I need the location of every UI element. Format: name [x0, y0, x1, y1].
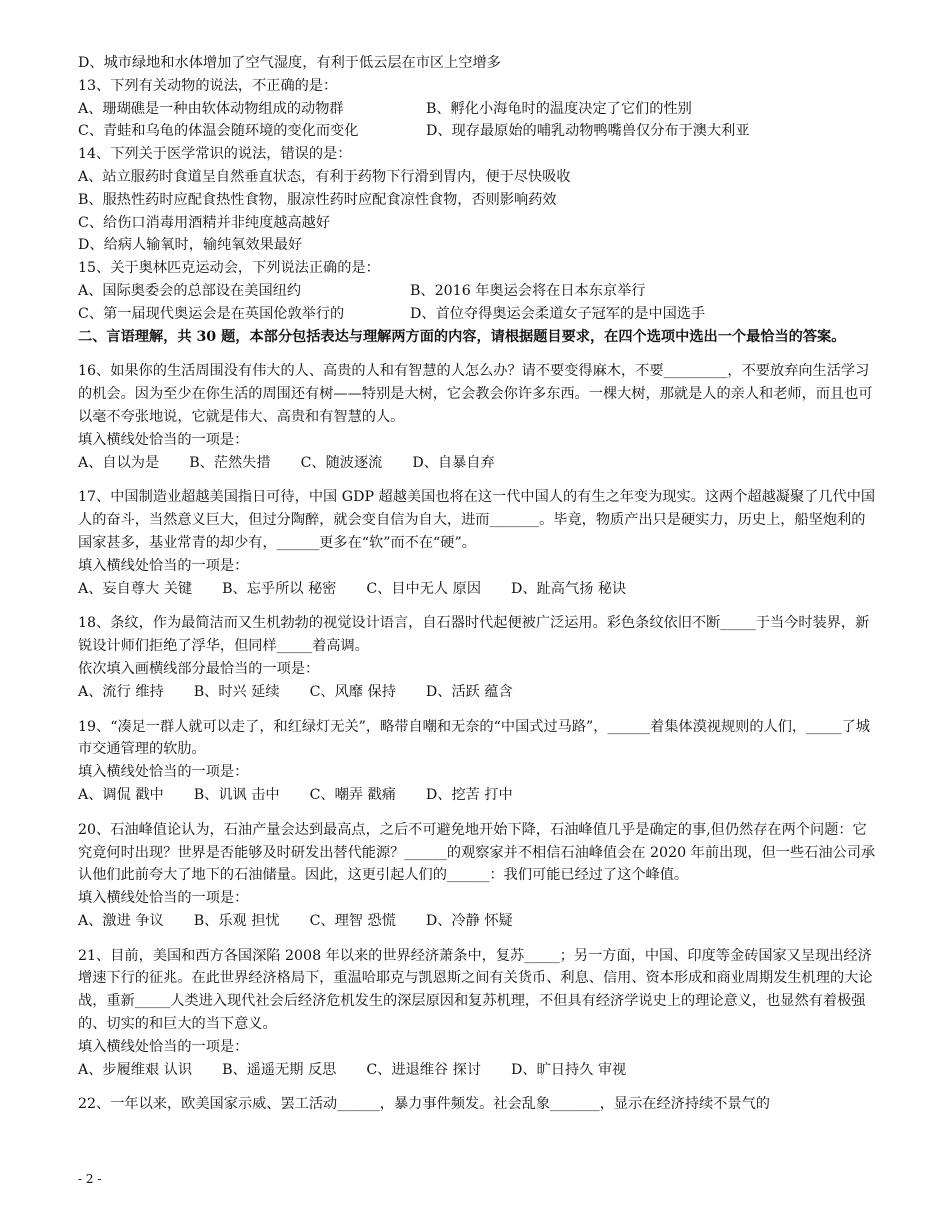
q18-option-d: D、活跃 蕴含 [425, 683, 513, 700]
q13-options-row1 [78, 98, 878, 121]
q18-prompt: 依次填入画横线部分最恰当的一项是： [78, 660, 320, 677]
q15-option-b: B、2016 年奥运会将在日本东京举行 [410, 282, 646, 299]
q20-option-b: B、乐观 担忧 [193, 912, 280, 929]
q20-prompt: 填入横线处恰当的一项是： [78, 890, 249, 907]
q21-prompt: 填入横线处恰当的一项是： [78, 1038, 249, 1055]
q16-stem: 16、如果你的生活周围没有伟大的人、高贵的人和有智慧的人怎么办？请不要变得麻木，不要_________，不要放弃向生活学习的机会。因为至少在你生活的周围还有树——特别是大树，它会教会你许多东西。一棵大树，那就是人的亲人和老师，而且也可以毫不夸张地说，它就是伟大、高贵和有智慧的人。 [78, 363, 873, 425]
q14-stem: 14、下列关于医学常识的说法，错误的是： [78, 146, 352, 163]
q15-options-row1 [78, 280, 878, 303]
q16-option-b: B、茫然失措 [189, 454, 271, 471]
q21-option-b: B、遥遥无期 反思 [222, 1061, 337, 1078]
q15-stem: 15、关于奥林匹克运动会，下列说法正确的是： [78, 260, 380, 277]
q12-option-d: D、城市绿地和水体增加了空气湿度，有利于低云层在市区上空增多 [78, 55, 501, 71]
q13-options-row2 [78, 120, 878, 143]
q18-stem: 18、条纹，作为最简洁而又生机勃勃的视觉设计语言，自石器时代起便被广泛运用。彩色条纹依旧不断_____于当今时装界，新锐设计师们拒绝了浮华，但同样_____着高调。 [78, 615, 870, 655]
q19-option-b: B、讥讽 击中 [193, 786, 280, 803]
q17-prompt: 填入横线处恰当的一项是： [78, 557, 249, 574]
q17-options [78, 578, 878, 601]
q21-stem: 21、目前，美国和西方各国深陷 2008 年以来的世界经济萧条中，复苏_____；另一方面，中国、印度等金砖国家又呈现出经济增速下行的征兆。在此世界经济格局下，重温哈耶克与凯恩斯之间有关货币、利息、信用、资本形成和商业周期发生机理的大论战，重新_____人类进入现代社会后经济危机发生的深层原因和复苏机理，不但具有经济学说史上的理论意义，也显然有着极强的、切实的和巨大的当下意义。 [78, 947, 873, 1033]
q19-option-c: C、嘲弄 戳痛 [309, 786, 396, 803]
q16-option-d: D、自暴自弃 [412, 454, 495, 471]
q15-option-d: D、首位夺得奥运会柔道女子冠军的是中国选手 [410, 305, 706, 322]
q14-option-a: A、站立服药时食道呈自然垂直状态，有利于药物下行滑到胃内，便于尽快吸收 [78, 168, 571, 185]
q14-option-b: B、服热性药时应配食热性食物，服凉性药时应配食凉性食物，否则影响药效 [78, 191, 557, 208]
q20-option-a: A、激进 争议 [78, 912, 164, 929]
q19-options [78, 784, 878, 807]
q17-option-a: A、妄自尊大 关键 [78, 580, 193, 597]
q16-option-a: A、自以为是 [78, 454, 160, 471]
q20-option-d: D、冷静 怀疑 [425, 912, 513, 929]
page-number: - 2 - [78, 1172, 102, 1186]
q21-options [78, 1059, 878, 1082]
q19-stem: 19、“凑足一群人就可以走了，和红绿灯无关”，略带自嘲和无奈的“中国式过马路”，______着集体漠视规则的人们，_____了城市交通管理的软肋。 [78, 718, 870, 758]
q13-option-c: C、青蛙和乌龟的体温会随环境的变化而变化 [78, 123, 359, 140]
q13-stem: 13、下列有关动物的说法，不正确的是： [78, 77, 338, 94]
q17-stem: 17、中国制造业超越美国指日可待，中国 GDP 超越美国也将在这一代中国人的有生之年变为现实。这两个超越凝聚了几代中国人的奋斗，当然意义巨大，但过分陶醉，就会变自信为自大，进而_______。毕竟，物质产出只是硬实力，历史上，船坚炮利的国家甚多，基业常青的却少有，______更多在“软”而不在“硬”。 [78, 489, 876, 551]
document-page [78, 52, 878, 1116]
q17-option-b: B、忘乎所以 秘密 [222, 580, 337, 597]
q17-option-c: C、目中无人 原因 [366, 580, 482, 597]
section-2-heading: 二、言语理解，共 30 题，本部分包括表达与理解两方面的内容，请根据题目要求，在四个选项中选出一个最恰当的答案。 [78, 328, 846, 345]
q15-option-c: C、第一届现代奥运会是在英国伦敦举行的 [78, 305, 345, 322]
q21-option-c: C、进退维谷 探讨 [366, 1061, 482, 1078]
q18-options [78, 681, 878, 704]
q17-option-d: D、趾高气扬 秘诀 [511, 580, 627, 597]
q22-stem: 22、一年以来，欧美国家示威、罢工活动______，暴力事件频发。社会乱象_______，显示在经济持续不景气的 [78, 1096, 770, 1113]
q19-option-d: D、挖苦 打中 [425, 786, 513, 803]
q15-option-a: A、国际奥委会的总部设在美国纽约 [78, 282, 302, 299]
q13-option-a: A、珊瑚礁是一种由软体动物组成的动物群 [78, 100, 344, 117]
q13-option-d: D、现存最原始的哺乳动物鸭嘴兽仅分布于澳大利亚 [426, 123, 750, 140]
q20-option-c: C、理智 恐慌 [309, 912, 396, 929]
q20-stem: 20、石油峰值论认为，石油产量会达到最高点，之后不可避免地开始下降，石油峰值几乎是确定的事,但仍然存在两个问题：它究竟何时出现？世界是否能够及时研发出替代能源？______的观察家并不相信石油峰值会在 2020 年前出现，但一些石油公司承认他们此前夸大了地下的石油储量。因此，这更引起人们的______：我们可能已经过了这个峰值。 [78, 821, 876, 884]
q16-options [78, 452, 878, 475]
q19-prompt: 填入横线处恰当的一项是： [78, 764, 249, 781]
q20-options [78, 910, 878, 933]
q13-option-b: B、孵化小海龟时的温度决定了它们的性别 [426, 100, 692, 117]
q15-options-row2 [78, 303, 878, 326]
q21-option-a: A、步履维艰 认识 [78, 1061, 193, 1078]
q19-option-a: A、调侃 戳中 [78, 786, 164, 803]
q14-option-d: D、给病人输氧时，输纯氧效果最好 [78, 237, 303, 254]
q16-prompt: 填入横线处恰当的一项是： [78, 431, 249, 448]
q18-option-a: A、流行 维持 [78, 683, 164, 700]
q21-option-d: D、旷日持久 审视 [511, 1061, 627, 1078]
q18-option-b: B、时兴 延续 [193, 683, 280, 700]
q18-option-c: C、风靡 保持 [309, 683, 396, 700]
q16-option-c: C、随波逐流 [300, 454, 383, 471]
q14-option-c: C、给伤口消毒用酒精并非纯度越高越好 [78, 214, 331, 231]
